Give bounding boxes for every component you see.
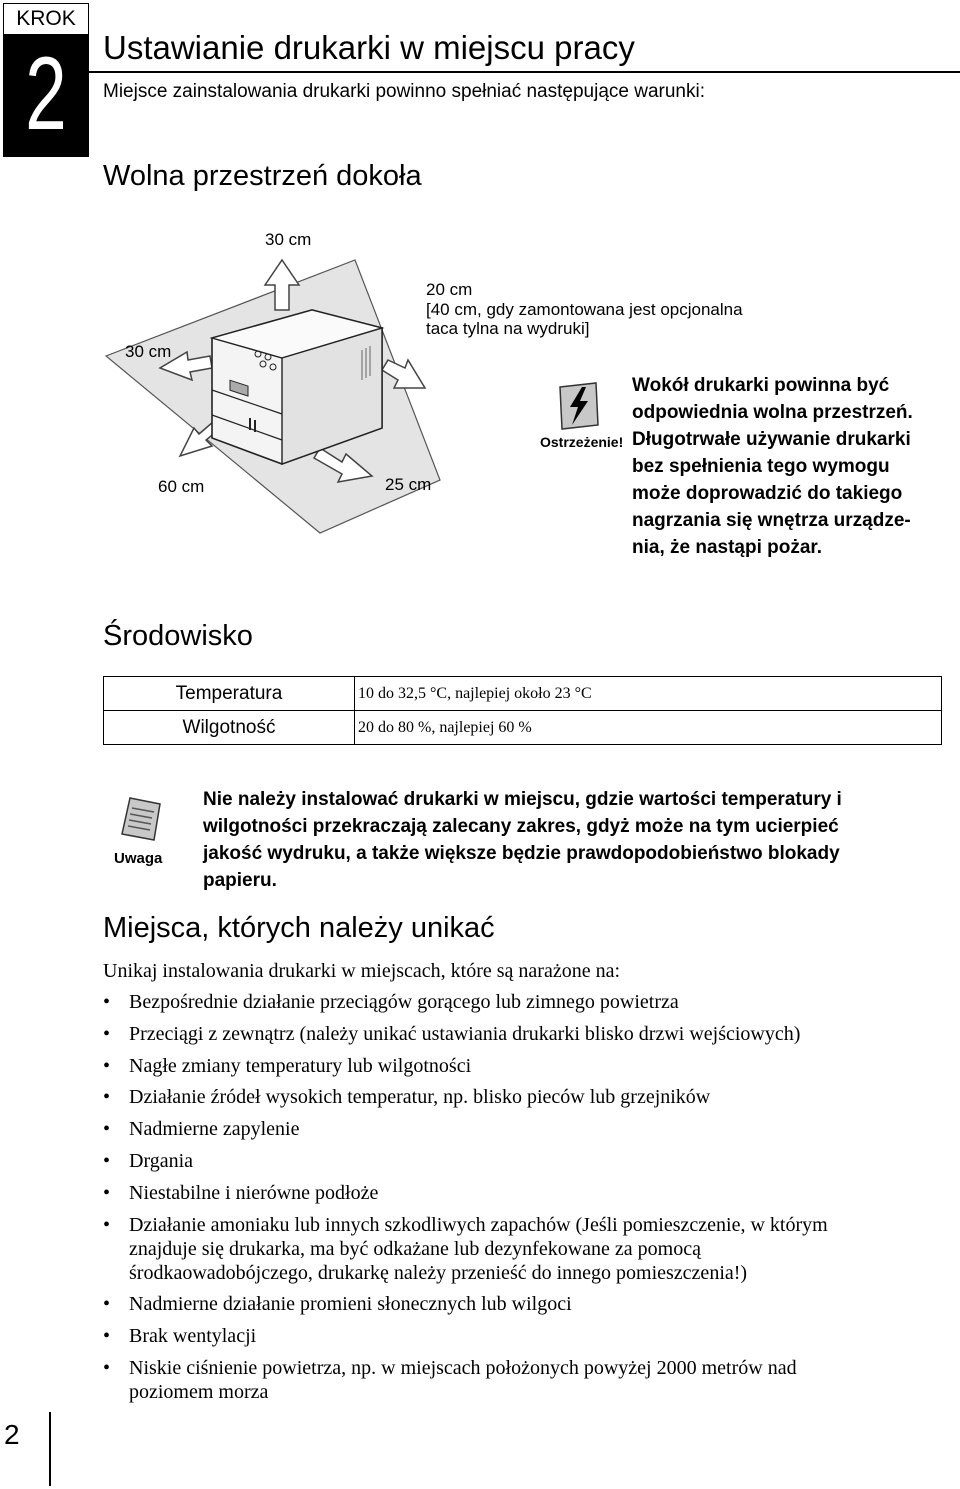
list-item: [103, 1149, 943, 1173]
page-title: Ustawianie drukarki w miejscu pracy: [103, 29, 635, 66]
avoid-intro: Unikaj instalowania drukarki w miejscach, które są narażone na:: [103, 960, 621, 982]
list-item-text: środkaowadobójczego, drukarkę należy przenieść do innego pomieszczenia!): [129, 1261, 748, 1284]
table-label-humidity: Wilgotność: [104, 711, 355, 745]
warning-line: może doprowadzić do takiego: [632, 483, 903, 504]
header-rule: [89, 71, 960, 73]
list-item-text: • Nadmierne zapylenie: [129, 1118, 300, 1141]
clearance-left-label: 30 cm: [125, 342, 172, 361]
warning-line: nagrzania się wnętrza urządze-: [632, 510, 911, 531]
list-item: [103, 1054, 943, 1078]
clearance-right-label-2: [40 cm, gdy zamontowana jest opcjonalna: [426, 300, 743, 319]
list-item-text: • Niskie ciśnienie powietrza, np. w miejscach położonych powyżej 2000 metrów nad: [129, 1356, 797, 1379]
note-line: wilgotności przekraczają zalecany zakres, gdyż może na tym ucierpieć: [203, 816, 839, 837]
section-heading-clearance: Wolna przestrzeń dokoła: [103, 160, 422, 192]
warning-line: nia, że nastąpi pożar.: [632, 537, 823, 558]
table-label-temperature: Temperatura: [104, 677, 355, 711]
list-item-text: • Nadmierne działanie promieni słonecznych lub wilgoci: [129, 1293, 572, 1316]
warning-icon: [556, 381, 602, 431]
clearance-right-label-3: taca tylna na wydruki]: [426, 319, 590, 338]
list-item-text: • Niestabilne i nierówne podłoże: [129, 1181, 379, 1204]
table-value-temperature: 10 do 32,5 °C, najlepiej około 23 °C: [355, 677, 942, 711]
list-item-text: • Przeciągi z zewnątrz (należy unikać ustawiania drukarki blisko drzwi wejściowych): [129, 1022, 801, 1045]
warning-line: Długotrwałe używanie drukarki: [632, 429, 911, 450]
table-row: [104, 711, 942, 745]
list-item: [103, 1117, 943, 1141]
note-line: jakość wydruku, a także większe będzie prawdopodobieństwo blokady: [203, 843, 840, 864]
note-line: Nie należy instalować drukarki w miejscu, gdzie wartości temperatury i: [203, 789, 842, 810]
list-item-text: • Działanie źródeł wysokich temperatur, np. blisko pieców lub grzejników: [129, 1086, 711, 1109]
list-item: [103, 990, 943, 1014]
warning-text: [632, 372, 950, 561]
list-item: [103, 1213, 943, 1285]
list-item: [103, 1324, 943, 1348]
note-line: papieru.: [203, 870, 277, 891]
list-item: [103, 1292, 943, 1316]
table-value-humidity: 20 do 80 %, najlepiej 60 %: [355, 711, 942, 745]
section-heading-avoid: Miejsca, których należy unikać: [103, 912, 495, 944]
warning-caption: Ostrzeżenie!: [540, 434, 624, 450]
page-subtitle: Miejsce zainstalowania drukarki powinno spełniać następujące warunki:: [103, 81, 705, 102]
avoid-list: [103, 990, 943, 1412]
clearance-front-right-label: 25 cm: [385, 475, 432, 494]
list-item-text: • Działanie amoniaku lub innych szkodliwych zapachów (Jeśli pomieszczenie, w którym: [129, 1213, 828, 1236]
list-item-text: znajduje się drukarka, ma być odkażane lub dezynfekowane za pomocą: [129, 1237, 701, 1260]
list-item: [103, 1356, 943, 1404]
table-row: [104, 677, 942, 711]
note-text: [203, 786, 943, 894]
list-item: [103, 1181, 943, 1205]
clearance-front-label: 60 cm: [158, 477, 205, 496]
note-icon: [118, 794, 168, 846]
warning-line: odpowiednia wolna przestrzeń.: [632, 402, 913, 423]
section-heading-environment: Środowisko: [103, 620, 253, 652]
list-item-text: • Bezpośrednie działanie przeciągów gorącego lub zimnego powietrza: [129, 991, 679, 1013]
clearance-right-label-1: 20 cm: [426, 280, 473, 299]
step-number: 2: [25, 36, 67, 152]
list-item-text: poziomem morza: [129, 1380, 269, 1403]
warning-line: bez spełnienia tego wymogu: [632, 456, 890, 477]
environment-table: [103, 676, 942, 745]
list-item: [103, 1022, 943, 1046]
page-number: 2: [4, 1419, 20, 1450]
clearance-top-label: 30 cm: [265, 230, 312, 249]
list-item: [103, 1085, 943, 1109]
list-item-text: • Nagłe zmiany temperatury lub wilgotności: [129, 1054, 472, 1077]
warning-line: Wokół drukarki powinna być: [632, 375, 890, 396]
note-caption: Uwaga: [114, 850, 163, 867]
footer-rule: [49, 1412, 51, 1486]
step-label: KROK: [4, 4, 88, 34]
list-item-text: • Brak wentylacji: [129, 1325, 257, 1348]
list-item-text: • Drgania: [129, 1149, 194, 1172]
